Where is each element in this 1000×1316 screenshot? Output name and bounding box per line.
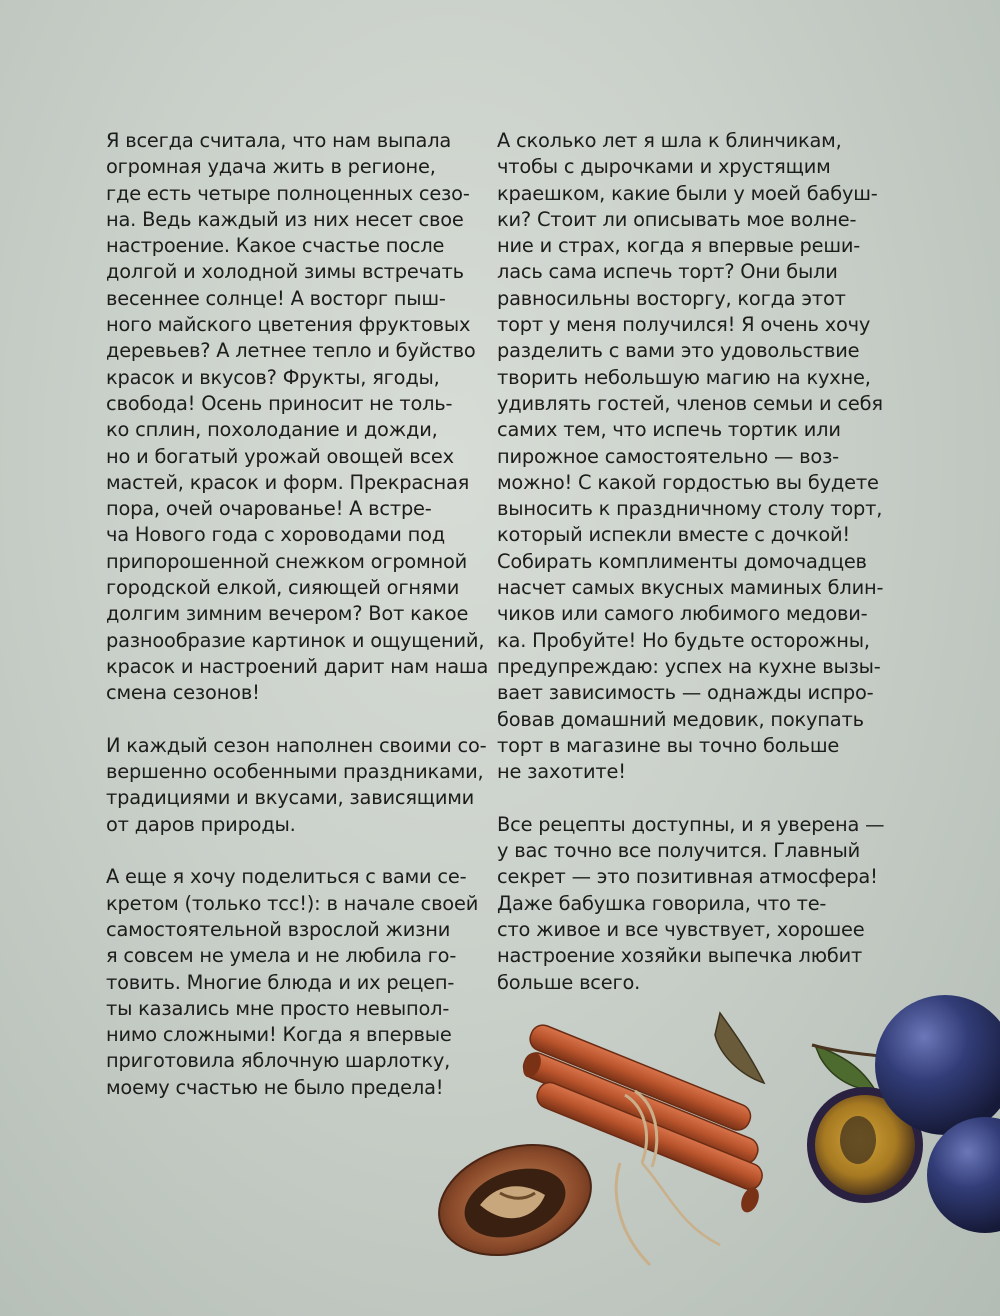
text-line: ты казались мне просто невыпол- [106, 996, 450, 1020]
text-line: приготовила яблочную шарлотку, [106, 1049, 451, 1073]
text-line: торт в магазине вы точно больше [497, 733, 840, 757]
text-line: от даров природы. [106, 812, 296, 836]
right-text-column [497, 128, 885, 1022]
text-line: самих тем, что испечь тортик или [497, 418, 841, 442]
text-line: кретом (только тсс!): в начале своей [106, 891, 479, 915]
text-line: нимо сложными! Когда я впервые [106, 1023, 452, 1047]
text-line: товить. Многие блюда и их рецеп- [106, 970, 455, 994]
text-line: настроение. Какое счастье после [106, 234, 445, 258]
text-line: ки? Стоит ли описывать мое волне- [497, 207, 857, 231]
text-line: но и богатый урожай овощей всех [106, 444, 454, 468]
text-line: Даже бабушка говорила, что те- [497, 891, 827, 915]
text-line: А еще я хочу поделиться с вами се- [106, 865, 467, 889]
text-line: у вас точно все получится. Главный [497, 839, 861, 863]
paragraph [106, 733, 487, 838]
text-line: И каждый сезон наполнен своими со- [106, 733, 487, 757]
text-line: традициями и вкусами, зависящими [106, 786, 475, 810]
text-line: торт у меня получился! Я очень хочу [497, 313, 871, 337]
text-line: А сколько лет я шла к блинчикам, [497, 129, 842, 152]
text-line: не захотите! [497, 760, 626, 784]
text-line: лась сама испечь торт? Они были [497, 260, 838, 284]
text-line: удивлять гостей, членов семьи и себя [497, 391, 883, 415]
text-line: краешком, какие были у моей бабуш- [497, 181, 878, 205]
text-line: разделить с вами это удовольствие [497, 339, 860, 363]
walnut [425, 1126, 606, 1273]
text-line: настроение хозяйки выпечка любит [497, 944, 863, 968]
text-line: разнообразие картинок и ощущений, [106, 628, 485, 652]
text-line: ние и страх, когда я впервые реши- [497, 234, 861, 258]
text-line: пирожное самостоятельно — воз- [497, 444, 839, 468]
text-line: долгой и холодной зимы встречать [106, 260, 464, 284]
text-line: ча Нового года с хороводами под [106, 523, 446, 547]
text-line: равносильны восторгу, когда этот [497, 286, 846, 310]
text-line: предупреждаю: успех на кухне вызы- [497, 654, 881, 678]
text-line: Собирать комплименты домочадцев [497, 549, 867, 573]
left-text-column [106, 128, 489, 1127]
text-line: городской елкой, сияющей огнями [106, 576, 460, 600]
text-line: я совсем не умела и не любила го- [106, 944, 457, 968]
text-line: самостоятельной взрослой жизни [106, 917, 451, 941]
text-line: Все рецепты доступны, и я уверена — [497, 812, 885, 836]
text-line: мастей, красок и форм. Прекрасная [106, 470, 470, 494]
text-line: вершенно особенными праздниками, [106, 760, 484, 784]
text-line: можно! С какой гордостью вы будете [497, 470, 879, 494]
text-line: ко сплин, похолодание и дожди, [106, 418, 438, 442]
text-line: деревьев? А летнее тепло и буйство [106, 339, 476, 363]
text-line: огромная удача жить в регионе, [106, 155, 436, 179]
text-line: творить небольшую магию на кухне, [497, 365, 871, 389]
text-line: выносить к праздничному столу торт, [497, 497, 883, 521]
text-line: чтобы с дырочками и хрустящим [497, 155, 831, 179]
text-line: весеннее солнце! А восторг пыш- [106, 286, 446, 310]
text-line: чиков или самого любимого медови- [497, 602, 868, 626]
text-line: свобода! Осень приносит не толь- [106, 391, 453, 415]
text-line: смена сезонов! [106, 681, 260, 705]
text-line: секрет — это позитивная атмосфера! [497, 865, 878, 889]
text-line: красок и вкусов? Фрукты, ягоды, [106, 365, 440, 389]
text-line: сто живое и все чувствует, хорошее [497, 917, 865, 941]
text-line: бовав домашний медовик, покупать [497, 707, 864, 731]
text-line: вает зависимость — однажды испро- [497, 681, 874, 705]
still-life-illustration [420, 995, 1000, 1316]
text-line: долгим зимним вечером? Вот какое [106, 602, 469, 626]
text-line: больше всего. [497, 970, 641, 994]
text-line: моему счастью не было предела! [106, 1075, 444, 1099]
text-line: Я всегда считала, что нам выпала [106, 129, 452, 152]
text-line: где есть четыре полноценных сезо- [106, 181, 470, 205]
text-line: пора, очей очарованье! А встре- [106, 497, 432, 521]
text-line: красок и настроений дарит нам наша [106, 654, 489, 678]
text-line: ного майского цветения фруктовых [106, 313, 471, 337]
text-line: ка. Пробуйте! Но будьте осторожны, [497, 628, 870, 652]
text-line: насчет самых вкусных маминых блин- [497, 576, 884, 600]
text-line: который испекли вместе с дочкой! [497, 523, 850, 547]
paragraph [497, 128, 884, 785]
dry-leaf-top [715, 1013, 764, 1083]
text-line: на. Ведь каждый из них несет свое [106, 207, 464, 231]
paragraph [497, 812, 885, 996]
text-line: припорошенной снежком огромной [106, 549, 468, 573]
paragraph [106, 128, 489, 707]
